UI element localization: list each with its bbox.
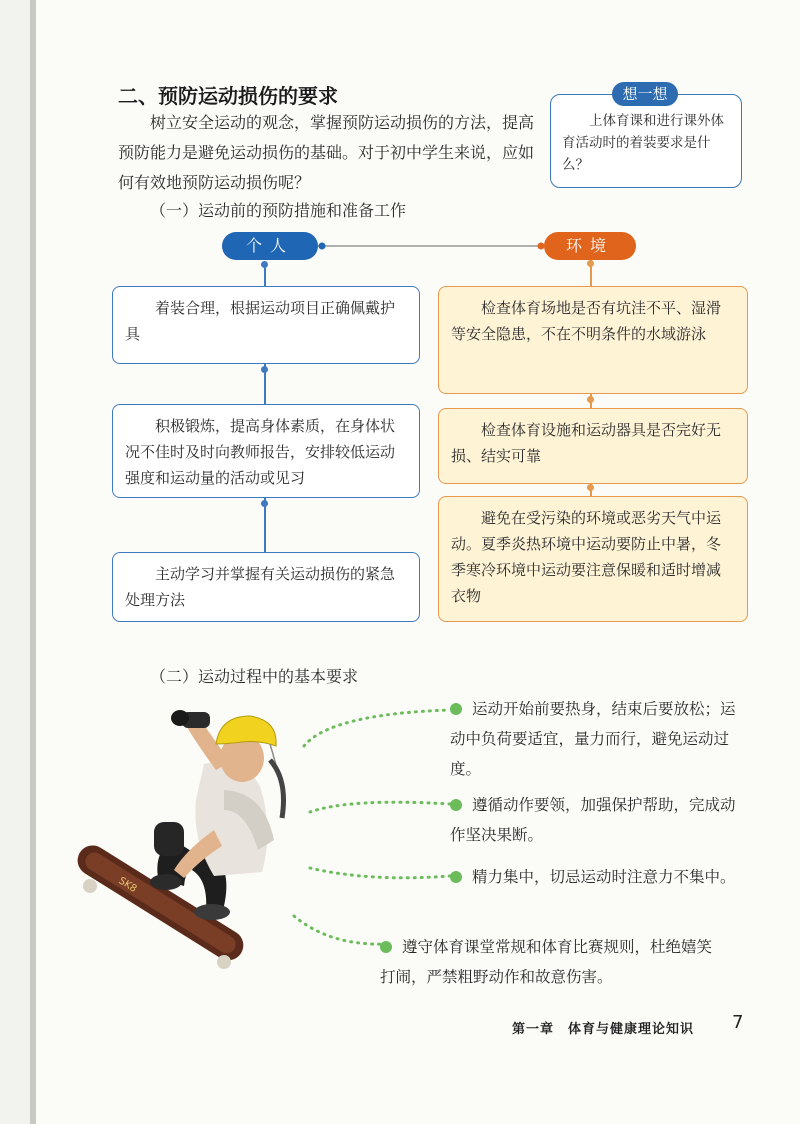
requirement-item (450, 694, 740, 784)
right-connector-dot-3 (587, 484, 594, 491)
leader-lines (290, 700, 460, 960)
skateboarder-illustration (74, 700, 314, 980)
think-badge: 想一想 (612, 82, 678, 106)
requirement-text: 遵循动作要领，加强保护帮助，完成动作坚决果断。 (450, 796, 736, 844)
personal-item-2: 积极锻炼，提高身体素质，在身体状况不佳时及时向教师报告，安排较低运动强度和运动量的活动或见习 (112, 404, 420, 498)
personal-item-1: 着装合理，根据运动项目正确佩戴护具 (112, 286, 420, 364)
requirement-text: 遵守体育课堂常规和体育比赛规则，杜绝嬉笑打闹，严禁粗野动作和故意伤害。 (380, 938, 713, 986)
requirement-item (450, 790, 740, 850)
requirement-text: 精力集中，切忌运动时注意力不集中。 (472, 868, 736, 886)
footer-chapter: 第一章 体育与健康理论知识 (512, 1022, 695, 1037)
green-bullet-icon (380, 941, 392, 953)
environment-item-2: 检查体育设施和运动器具是否完好无损、结实可靠 (438, 408, 748, 484)
requirement-text: 运动开始前要热身，结束后要放松；运动中负荷要适宜，量力而行，避免运动过度。 (450, 700, 736, 778)
left-connector-dot-3 (261, 500, 268, 507)
green-bullet-icon (450, 871, 462, 883)
requirement-item (380, 932, 720, 992)
think-question: 上体育课和进行课外体育活动时的着装要求是什么？ (562, 113, 724, 173)
green-bullet-icon (450, 799, 462, 811)
page-number: 7 (732, 1012, 744, 1033)
svg-text:SK8: SK8 (116, 875, 139, 895)
left-connector-dot-1 (261, 261, 268, 268)
page-margin (0, 0, 30, 1124)
environment-item-3: 避免在受污染的环境或恶劣天气中运动。夏季炎热环境中运动要防止中暑，冬季寒冷环境中运动要注意保暖和适时增减衣物 (438, 496, 748, 622)
right-connector-dot-2 (587, 396, 594, 403)
subsection-title-during-exercise: （二）运动过程中的基本要求 (150, 667, 359, 686)
book-binding-edge (30, 0, 36, 1124)
environment-label: 环境 (544, 232, 636, 260)
personal-item-3: 主动学习并掌握有关运动损伤的紧急处理方法 (112, 552, 420, 622)
intro-paragraph: 树立安全运动的观念，掌握预防运动损伤的方法，提高预防能力是避免运动损伤的基础。对于初中学生来说，应如何有效地预防运动损伤呢？ (118, 113, 535, 192)
requirement-item (450, 862, 740, 892)
right-connector-dot-1 (587, 260, 594, 267)
section-heading: 二、预防运动损伤的要求 (118, 84, 338, 108)
left-connector-dot-2 (261, 366, 268, 373)
green-bullet-icon (450, 703, 462, 715)
environment-item-1: 检查体育场地是否有坑洼不平、湿滑等安全隐患，不在不明条件的水域游泳 (438, 286, 748, 394)
pill-connector (318, 238, 546, 254)
subsection-title-before-exercise: （一）运动前的预防措施和准备工作 (150, 201, 407, 220)
personal-label: 个人 (222, 232, 318, 260)
